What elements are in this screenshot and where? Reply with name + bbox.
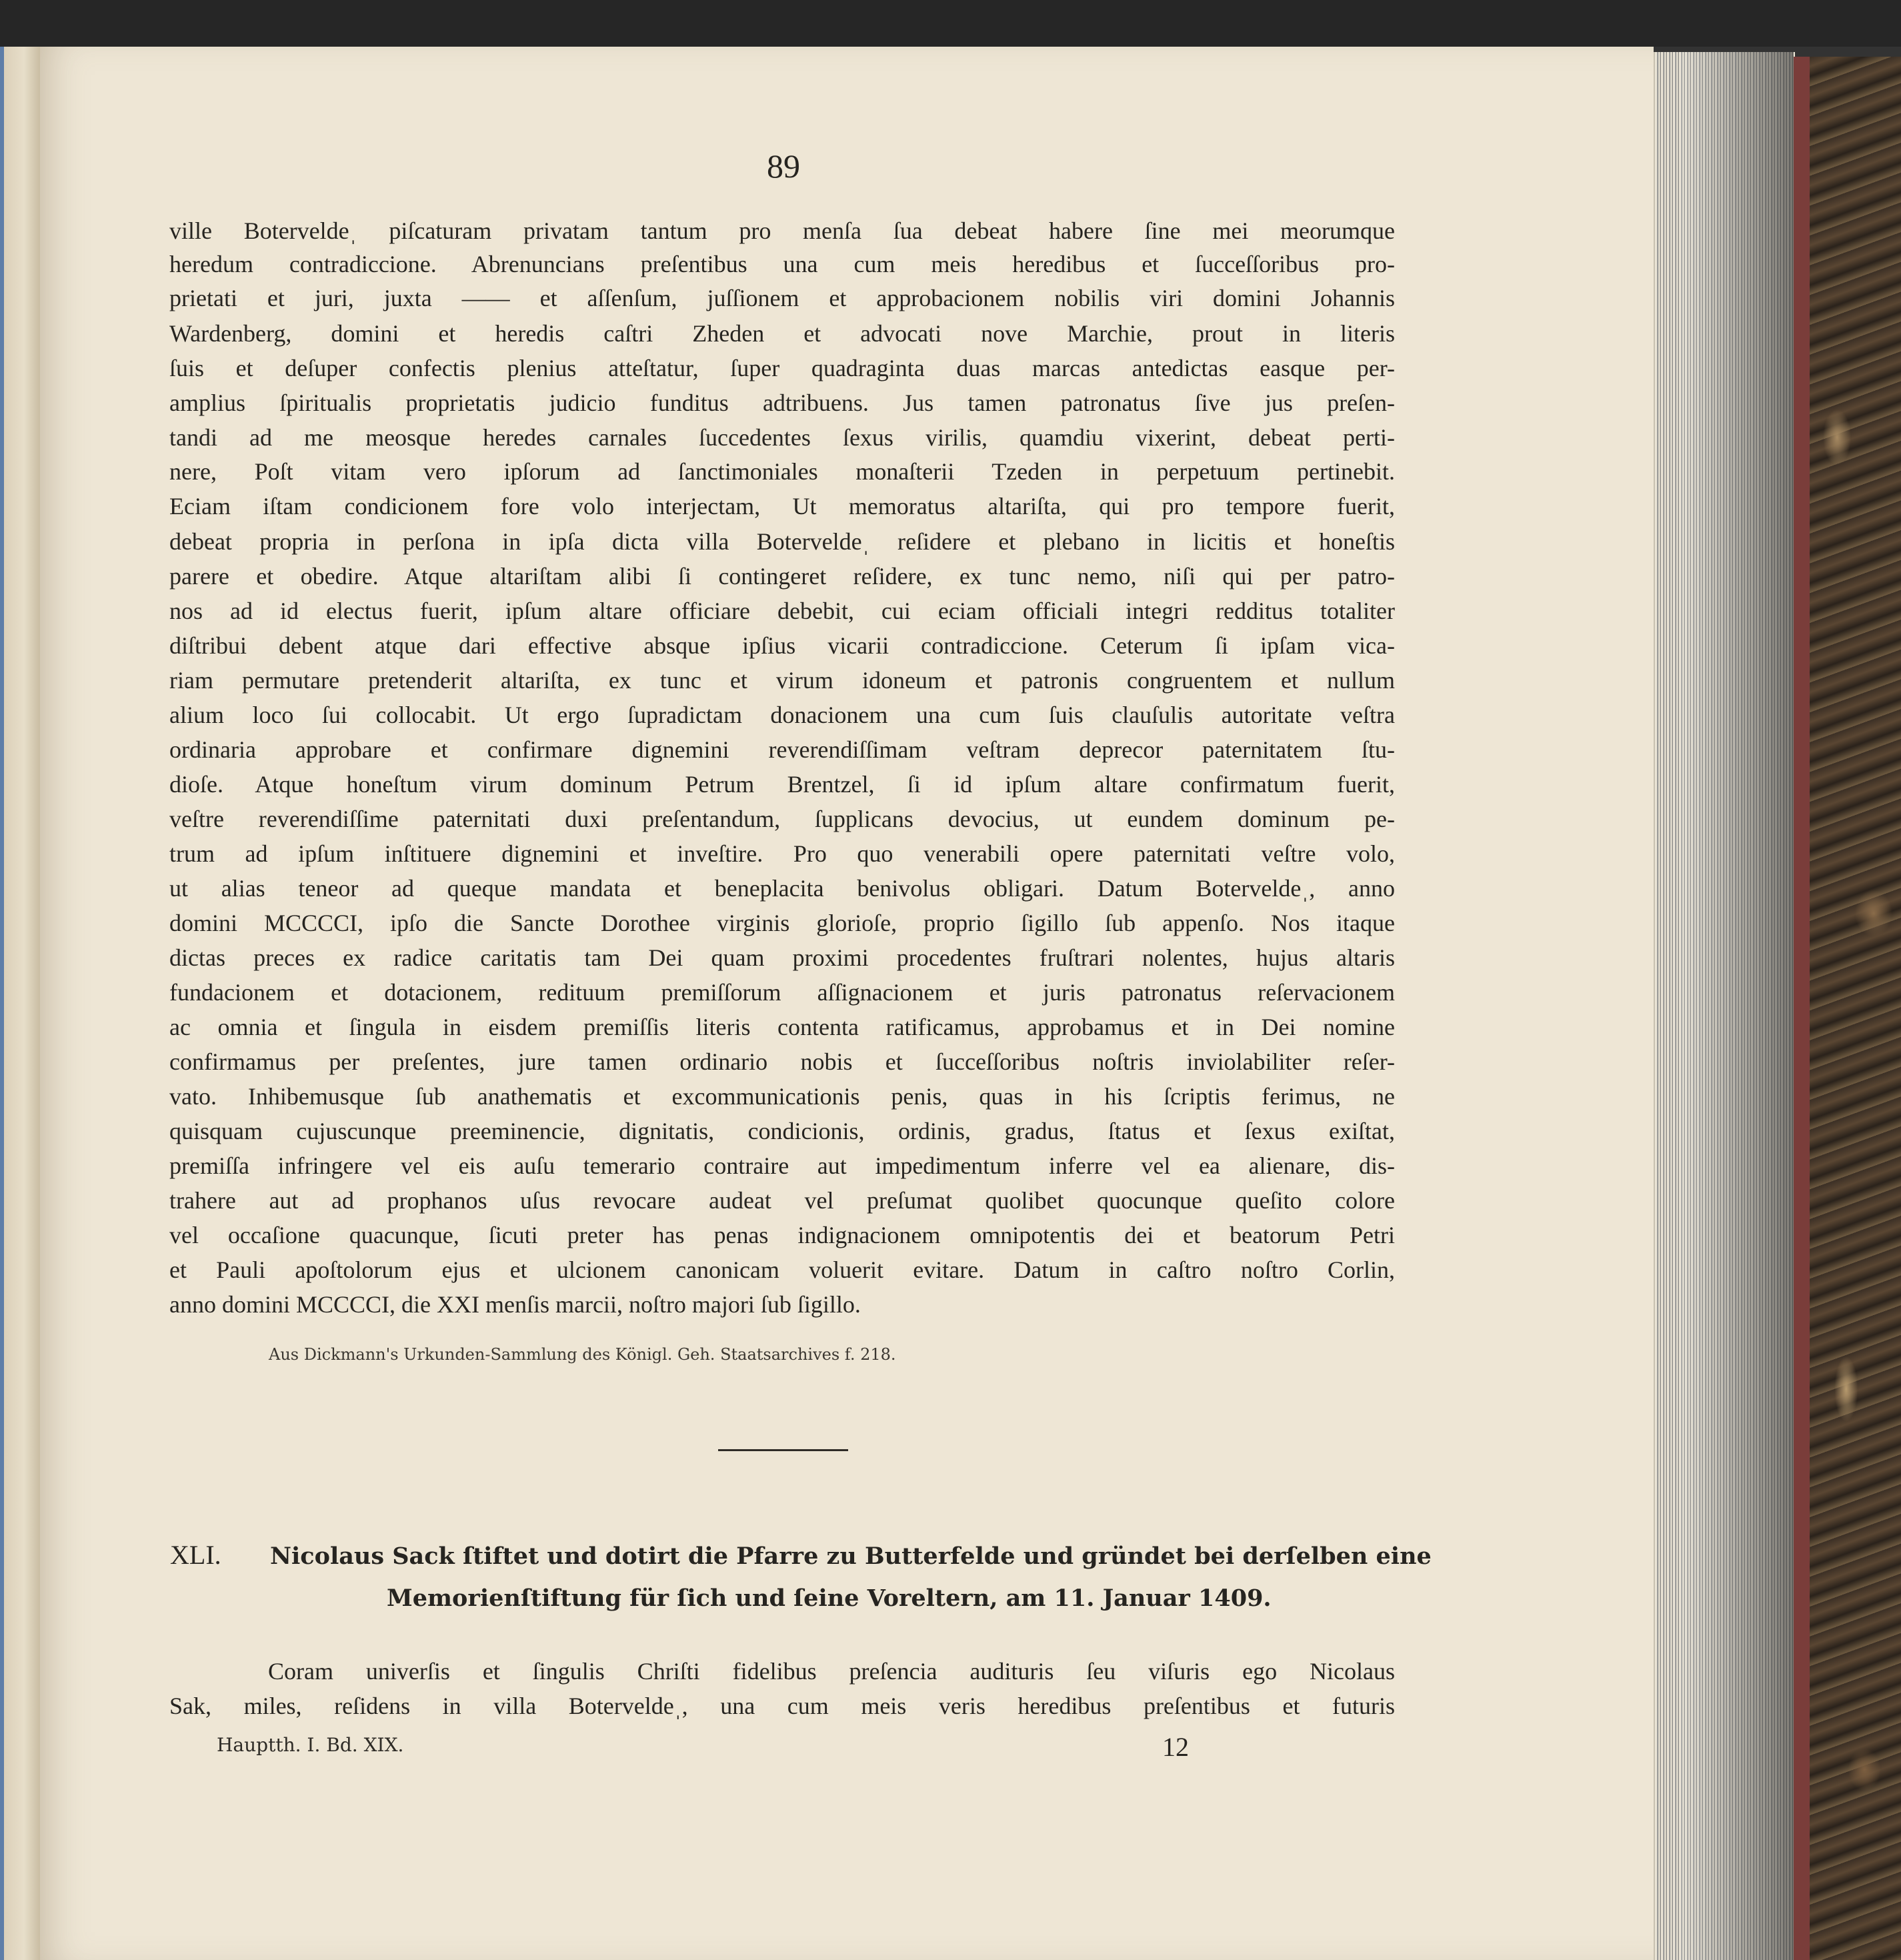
document-number: XLI.	[170, 1540, 221, 1570]
text-line: riam permutare pretenderit altariſta, ex tunc et virum idoneum et patronis congruentem et nullum	[169, 667, 1395, 694]
document-heading-continued: Memorienſtiftung für ſich und ſeine Voreltern, am 11. Januar 1409.	[387, 1585, 1272, 1612]
text-line: domini MCCCCI, ipſo die Sancte Dorothee virginis glorioſe, proprio ſigillo ſub appenſo. Nos itaque	[169, 910, 1395, 936]
text-line: Sak, miles, reſidens in villa Boterveldeˌ, una cum meis veris heredibus preſentibus et futuris	[169, 1693, 1395, 1719]
page-number: 89	[767, 147, 800, 185]
text-line: debeat propria in perſona in ipſa dicta villa Boterveldeˌ reſidere et plebano in licitis et honeſtis	[169, 528, 1395, 555]
text-line: ordinaria approbare et confirmare dignemini reverendiſſimam veſtram deprecor paternitatem ſtu-	[169, 736, 1395, 763]
text-line: tandi ad me meosque heredes carnales ſuccedentes ſexus virilis, quamdiu vixerint, debeat perti-	[169, 424, 1395, 451]
text-line: ac omnia et ſingula in eisdem premiſſis literis contenta ratificamus, approbamus et in Dei nomine	[169, 1014, 1395, 1040]
text-line: nere, Poſt vitam vero ipſorum ad ſanctimoniales monaſterii Tzeden in perpetuum pertinebit.	[169, 458, 1395, 485]
text-line: trahere aut ad prophanos uſus revocare audeat vel preſumat quolibet quocunque queſito colore	[169, 1187, 1395, 1214]
text-line: Eciam iſtam condicionem fore volo interjectam, Ut memoratus altariſta, qui pro tempore fuerit,	[169, 493, 1395, 520]
text-line: ut alias teneor ad queque mandata et beneplacita benivolus obligari. Datum Boterveldeˌ, anno	[169, 875, 1395, 902]
source-citation: Aus Dickmann's Urkunden-Sammlung des Königl. Geh. Staatsarchives f. 218.	[269, 1345, 896, 1364]
text-line: veſtre reverendiſſime paternitati duxi preſentandum, ſupplicans devocius, ut eundem dominum pe-	[169, 806, 1395, 832]
section-divider	[718, 1449, 848, 1451]
text-line: parere et obedire. Atque altariſtam alibi ſi contingeret reſidere, ex tunc nemo, niſi qui per patro-	[169, 563, 1395, 590]
signature-mark: Hauptth. I. Bd. XIX.	[217, 1734, 404, 1756]
text-line: heredum contradiccione. Abrenuncians preſentibus una cum meis heredibus et ſucceſſoribus pro-	[169, 251, 1395, 277]
text-line: quisquam cujuscunque preeminencie, dignitatis, condicionis, ordinis, gradus, ſtatus et ſexus exiſtat,	[169, 1118, 1395, 1144]
text-line: prietati et juri, juxta —— et aſſenſum, juſſionem et approbacionem nobilis viri domini Johannis	[169, 285, 1395, 311]
page-stack-shadow	[1680, 52, 1794, 1960]
text-line: Wardenberg, domini et heredis caſtri Zheden et advocati nove Marchie, prout in literis	[169, 320, 1395, 347]
binding-edge	[0, 47, 4, 1960]
text-line: fundacionem et dotacionem, redituum premiſſorum aſſignacionem et juris patronatus reſervacionem	[169, 979, 1395, 1006]
text-line: alium loco ſui collocabit. Ut ergo ſupradictam donacionem una cum ſuis clauſulis autoritate veſtra	[169, 702, 1395, 728]
sheet-number: 12	[1162, 1732, 1189, 1762]
text-line: dioſe. Atque honeſtum virum dominum Petrum Brentzel, ſi id ipſum altare confirmatum fuerit,	[169, 771, 1395, 798]
text-line: premiſſa infringere vel eis auſu temerario contraire aut impedimentum inferre vel ea alienare, dis-	[169, 1152, 1395, 1179]
cover-cloth-edge	[1794, 57, 1810, 1960]
text-line: amplius ſpiritualis proprietatis judicio funditus adtribuens. Jus tamen patronatus ſive jus preſen-	[169, 389, 1395, 416]
text-line: confirmamus per preſentes, jure tamen ordinario nobis et ſucceſſoribus noſtris inviolabiliter reſer-	[169, 1048, 1395, 1075]
text-line: nos ad id electus fuerit, ipſum altare officiare debebit, cui eciam officiali integri redditus totaliter	[169, 598, 1395, 624]
facing-page-edge	[0, 47, 42, 1960]
text-line: diſtribui debent atque dari effective absque ipſius vicarii contradiccione. Ceterum ſi ipſam vica-	[169, 632, 1395, 659]
text-line: anno domini MCCCCI, die XXI menſis marcii, noſtro majori ſub ſigillo.	[169, 1291, 861, 1318]
text-line: vel occaſione quacunque, ſicuti preter has penas indignacionem omnipotentis dei et beatorum Petri	[169, 1222, 1395, 1248]
text-line: ville Boterveldeˌ piſcaturam privatam tantum pro menſa ſua debeat habere ſine mei meorumque	[169, 217, 1395, 244]
scanner-bed-top	[0, 0, 1901, 47]
text-line: Coram univerſis et ſingulis Chriſti fidelibus preſencia audituris ſeu viſuris ego Nicolaus	[268, 1658, 1395, 1685]
text-line: et Pauli apoſtolorum ejus et ulcionem canonicam voluerit evitare. Datum in caſtro noſtro Corlin,	[169, 1256, 1395, 1283]
text-line: trum ad ipſum inſtituere dignemini et inveſtire. Pro quo venerabili opere paternitati veſtre volo,	[169, 840, 1395, 867]
text-line: dictas preces ex radice caritatis tam Dei quam proximi procedentes fruſtrari nolentes, hujus altaris	[169, 944, 1395, 971]
document-heading: Nicolaus Sack ſtiftet und dotirt die Pfarre zu Butterfelde und gründet bei derſelben eine	[270, 1543, 1432, 1570]
text-line: ſuis et deſuper confectis plenius atteſtatur, ſuper quadraginta duas marcas antedictas easque per-	[169, 355, 1395, 381]
text-line: vato. Inhibemusque ſub anathematis et excommunicationis penis, quas in his ſcriptis ferimus, ne	[169, 1083, 1395, 1110]
marbled-cover	[1810, 57, 1901, 1960]
